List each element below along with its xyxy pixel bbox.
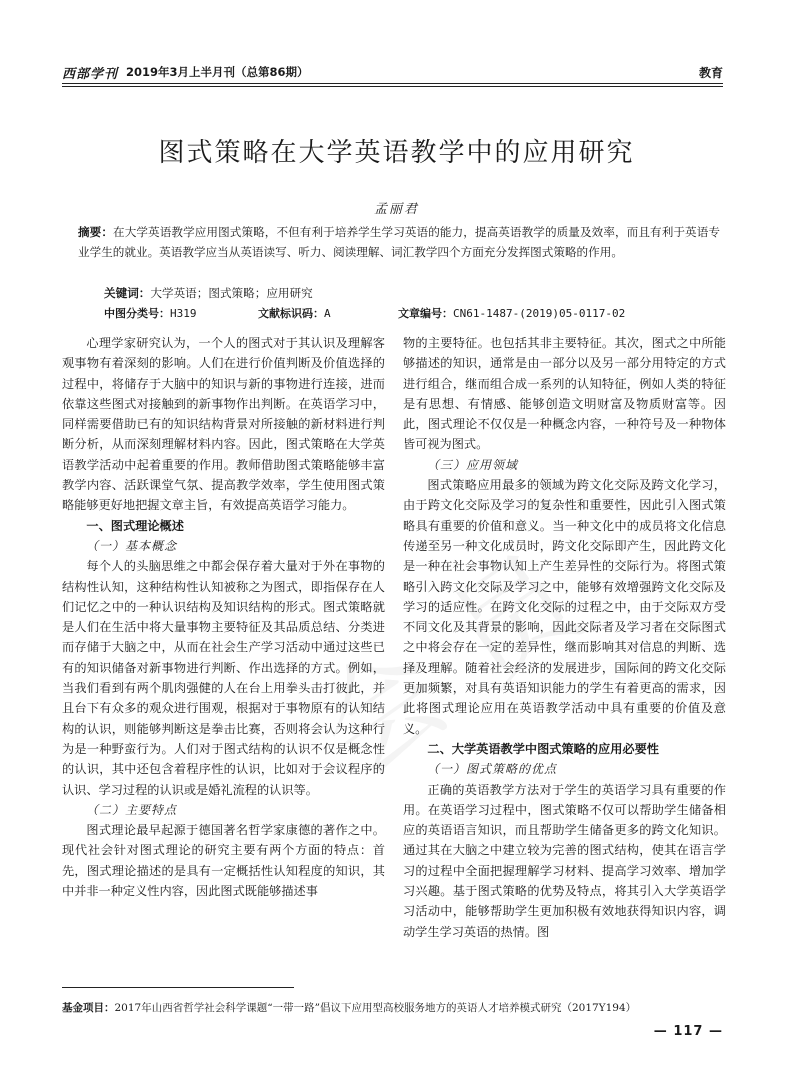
footnote-label: 基金项目： [62,1002,115,1014]
subsection-heading: （一）图式策略的优点 [427,762,558,777]
body-paragraph: 图式策略应用最多的领域为跨文化交际及跨文化学习，由于跨文化交际及学习的复杂性和重要性，因此引入图式策略具有重要的价值和意义。当一种文化中的成员将文化信息传递至另一种文化成员时，跨文化交际即产生，因此跨文化是一种在社会事物认知上产生差异性的交际行为。将图式策略引入跨文化交际及学习之中，能够有效增强跨文化交际及学习的适应性。在跨文化交际的过程之中，由于交际双方受不同文化及其背景的影响，因此交际者及学习者在交际图式之中将会存在一定的差异性，继而影响其对信息的判断、选择及理解。随着社会经济的发展进步，国际间的跨文化交际更加频繁，对具有英语知识能力的学生有着更高的需求，因此将图式理论应用在英语教学活动中具有重要的价值及意义。 [403,478,726,736]
article-number-label: 文章编号： [398,307,453,320]
right-column [403,333,726,942]
page-number: — 117 — [653,1024,723,1039]
section-name: 教育 [698,66,723,80]
body-paragraph: 物的主要特征。也包括其非主要特征。其次，图式之中所能够描述的知识，通常是由一部分以及另一部分用特定的方式进行组合，继而组合成一系列的认知特征，例如人类的特征是有思想、有情感、能够创造文明财富及物质财富等。因此，图式理论不仅仅是一种概念内容，一种符号及一种物体皆可视为图式。 [403,336,726,452]
keywords-label: 关键词： [104,286,151,300]
subsection-heading: （三）应用领域 [427,457,519,472]
clc-value: H319 [170,307,197,320]
header-rule-thin [62,86,723,87]
clc-label: 中图分类号： [104,307,170,320]
footnote-text: 2017年山西省哲学社会科学课题“一带一路”倡议下应用型高校服务地方的英语人才培养模式研究（2017Y194） [114,1002,637,1014]
journal-logo: 西部学刊 [62,67,119,82]
keywords [104,284,313,302]
abstract-label: 摘要： [78,225,114,239]
author-name: 孟丽君 [373,202,419,217]
footnote-rule [62,987,294,988]
left-column [62,333,385,901]
page-header [62,60,723,80]
header-rule-thick [62,83,723,84]
article-number-value: CN61-1487-(2019)05-0117-02 [453,307,626,320]
section-heading: 一、图式理论概述 [86,518,184,533]
body-paragraph: 正确的英语教学方法对于学生的英语学习具有重要的作用。在英语学习过程中，图式策略不仅可以帮助学生储备相应的英语语言知识，而且帮助学生储备更多的跨文化知识。通过其在大脑之中建立较为完善的图式结构，使其在语言学习的过程中全面把握理解学习材料、提高学习效率、增加学习兴趣。基于图式策略的优势及特点，将其引入大学英语学习活动中，能够帮助学生更加积极有效地获得知识内容，调动学生学习英语的热情。图 [403,782,726,939]
body-paragraph: 心理学家研究认为，一个人的图式对于其认识及理解客观事物有着深刻的影响。人们在进行价值判断及价值选择的过程中，将储存于大脑中的知识与新的事物进行连接，进而依靠这些图式对接触到的新事物作出判断。在英语学习中，同样需要借助已有的知识结构背景对所接触的新材料进行判断分析，从而深刻理解材料内容。因此，图式策略在大学英语教学活动中起着重要的作用。教师借助图式策略能够丰富教学内容、活跃课堂气氛、提高教学效率，学生使用图式策略能够更好地把握文章主旨，有效提高英语学习能力。 [62,336,385,513]
code-value: A [324,307,331,320]
article-number [398,305,625,321]
article-title: 图式策略在大学英语教学中的应用研究 [158,138,635,168]
body-paragraph: 每个人的头脑思维之中都会保存着大量对于外在事物的结构性认知，这种结构性认知被称之为图式，即指保存在人们记忆之中的一种认识结构及知识结构的形式。图式策略就是人们在生活中将大量事物主要特征及其品质总结、分类进而存储于大脑之中，从而在社会生产学习活动中通过这些已有的知识储备对新事物进行判断、作出选择的方式。例如，当我们看到有两个肌肉强健的人在台上用拳头击打彼此，并且台下有众多的观众进行围观，根据对于事物原有的认知结构的认识，则能够判断这是拳击比赛，否则将会认为这种行为是一种野蛮行为。人们对于图式结构的认识不仅是概念性的认识，其中还包含着程序性的认识，比如对于会议程序的认识、学习过程的认识或是婚礼流程的认识等。 [62,559,385,797]
issue-info: 2019年3月上半月刊（总第86期） [126,65,309,79]
body-paragraph: 图式理论最早起源于德国著名哲学家康德的著作之中。现代社会针对图式理论的研究主要有两个方面的特点：首先，图式理论描述的是具有一定概括性认知程度的知识，其中并非一种定义性内容，因此图式既能够描述事 [62,823,385,899]
document-code [258,305,331,321]
abstract [78,222,720,262]
footnote [62,1000,723,1015]
subsection-heading: （二）主要特点 [86,802,178,817]
subsection-heading: （一）基本概念 [86,538,178,553]
code-label: 文献标识码： [258,307,324,320]
section-heading: 二、大学英语教学中图式策略的应用必要性 [427,741,659,756]
keywords-text: 大学英语；图式策略；应用研究 [150,286,313,300]
abstract-text: 在大学英语教学应用图式策略，不但有利于培养学生学习英语的能力，提高英语教学的质量及效率，而且有利于英语专业学生的就业。英语教学应当从英语读写、听力、阅读理解、词汇教学四个方面充分发挥图式策略的作用。 [78,225,720,259]
clc-number [104,305,197,321]
